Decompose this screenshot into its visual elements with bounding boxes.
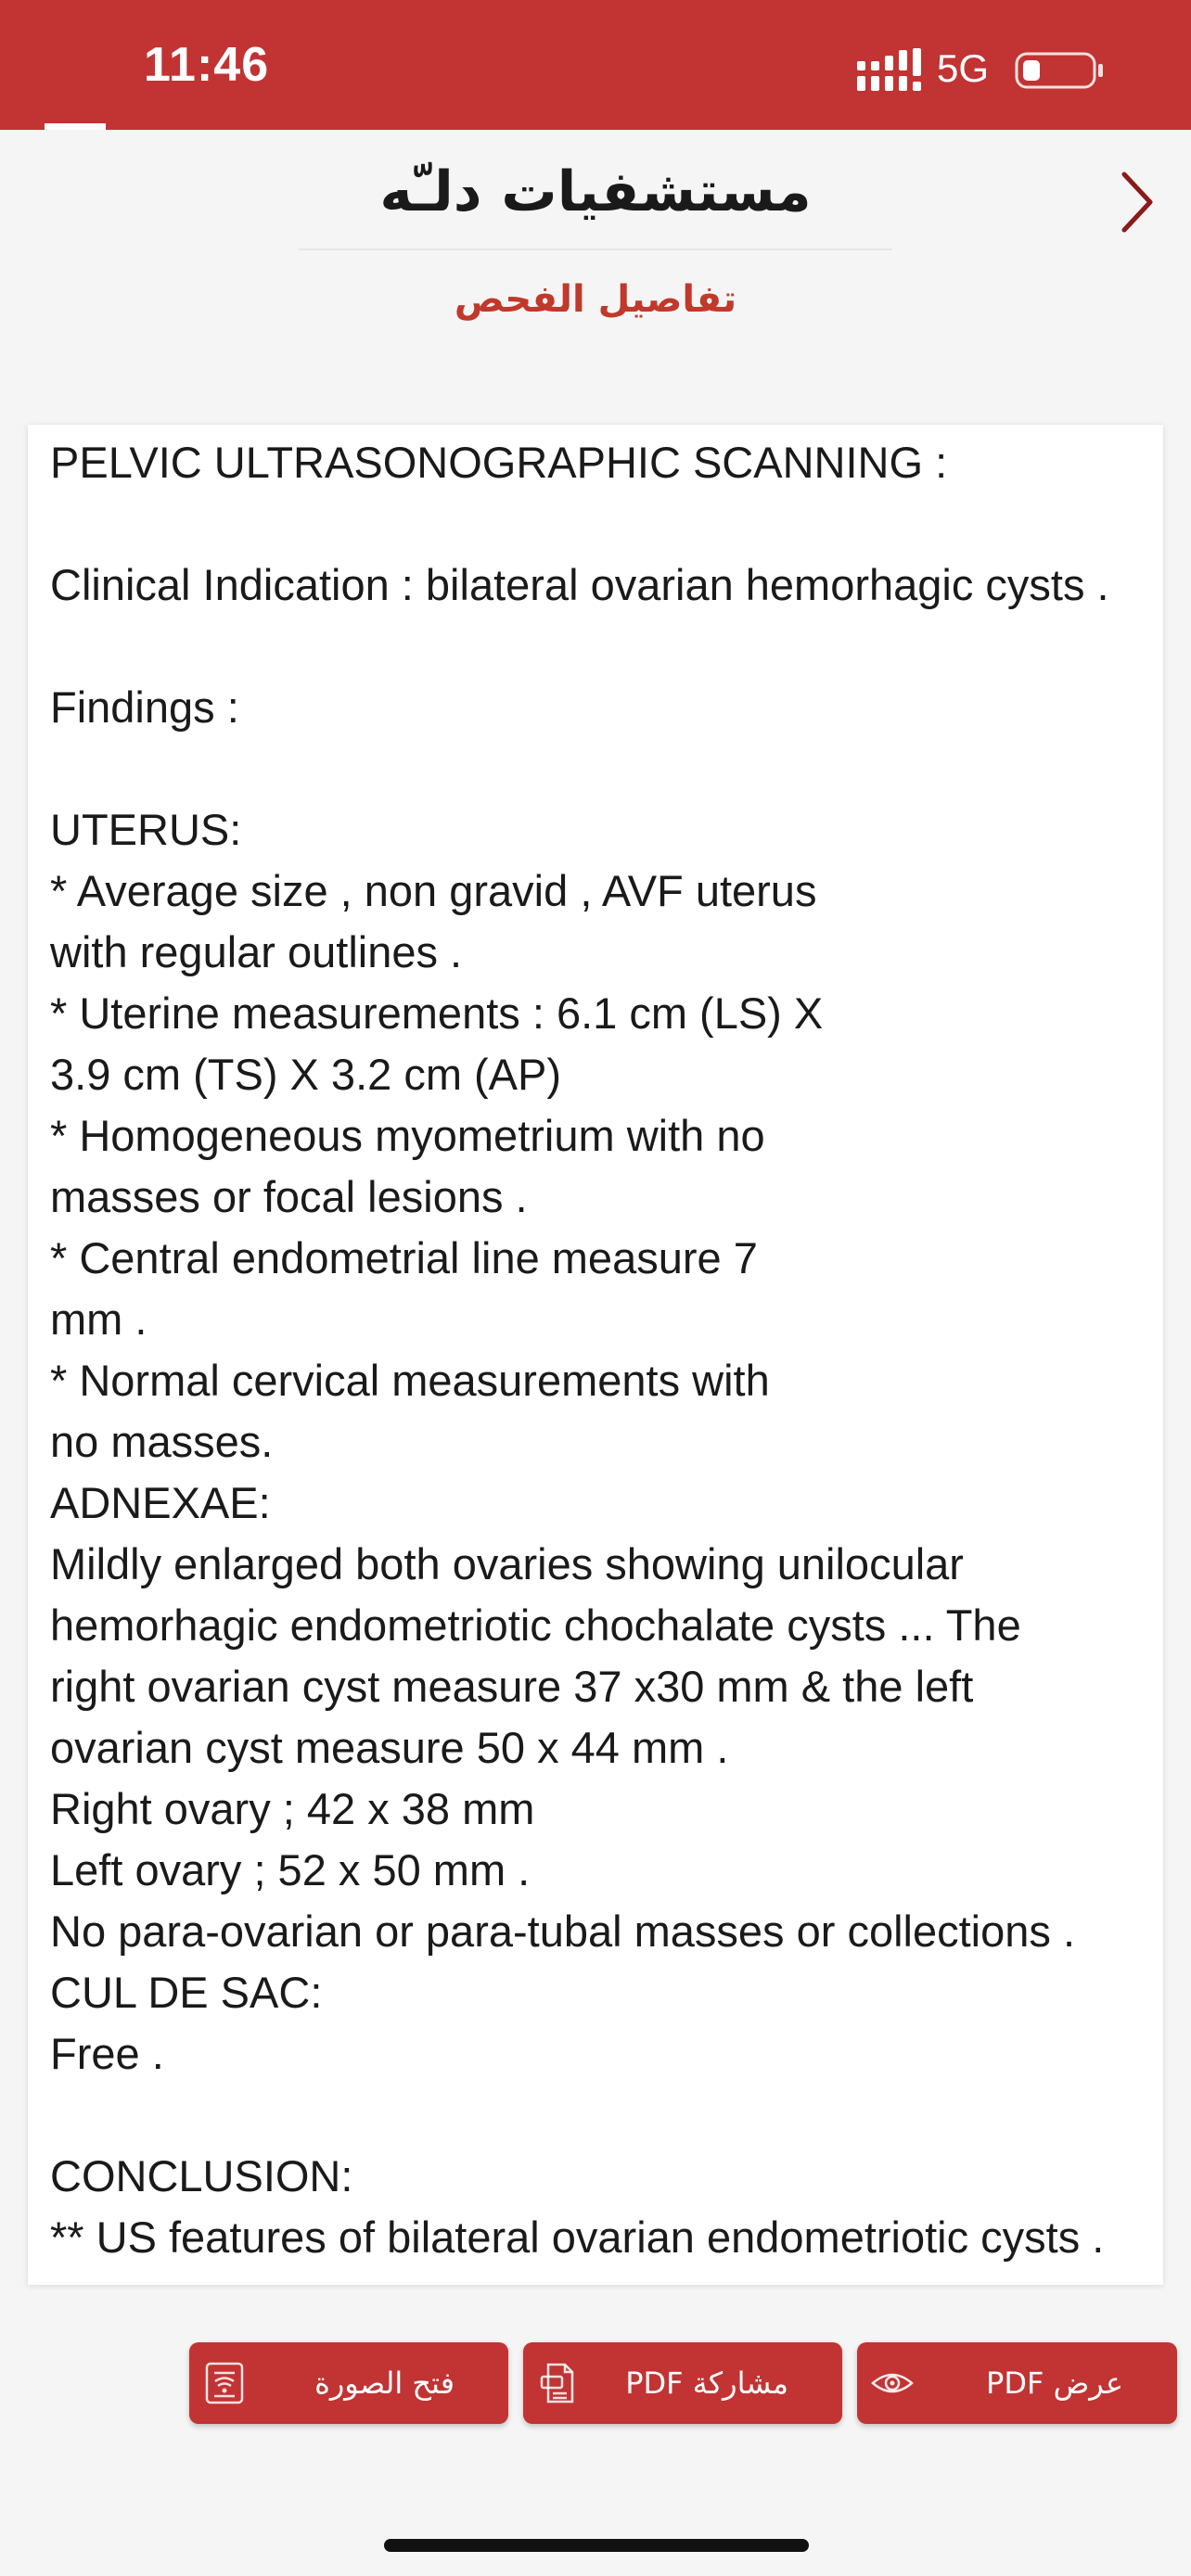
report-section-adnexae: ADNEXAE: xyxy=(50,1478,271,1527)
network-type-label: 5G xyxy=(937,46,990,90)
signal-bars-icon xyxy=(857,48,922,91)
report-title: PELVIC ULTRASONOGRAPHIC SCANNING : xyxy=(50,438,948,487)
page-subtitle: تفاصيل الفحص xyxy=(454,278,737,321)
report-line: Left ovary ; 52 x 50 mm . xyxy=(50,1845,531,1894)
status-bar-indicator xyxy=(45,123,106,130)
view-pdf-label: عرض PDF xyxy=(986,2366,1123,2401)
home-indicator[interactable] xyxy=(384,2539,809,2552)
report-section-cul-de-sac: CUL DE SAC: xyxy=(50,1968,323,2017)
open-image-button[interactable] xyxy=(189,2342,508,2424)
report-line: * Normal cervical measurements with xyxy=(50,1356,770,1405)
report-line: ovarian cyst measure 50 x 44 mm . xyxy=(50,1723,729,1772)
report-line: No para-ovarian or para-tubal masses or collections . xyxy=(50,1906,1076,1956)
report-card xyxy=(28,425,1163,2285)
report-line: * Uterine measurements : 6.1 cm (LS) X xyxy=(50,988,824,1038)
report-line: * Average size , non gravid , AVF uterus xyxy=(50,866,817,915)
open-image-label: فتح الصورة xyxy=(314,2366,455,2401)
header-divider xyxy=(299,249,892,250)
status-bar xyxy=(0,0,1191,130)
share-pdf-label: مشاركة PDF xyxy=(625,2366,788,2401)
share-pdf-button[interactable] xyxy=(523,2342,842,2424)
report-line: with regular outlines . xyxy=(50,927,463,976)
report-line: * Homogeneous myometrium with no xyxy=(50,1111,765,1160)
report-conclusion-text: ** US features of bilateral ovarian endometriotic cysts . xyxy=(50,2213,1105,2262)
report-line: hemorhagic endometriotic chochalate cysts ... The xyxy=(50,1600,1021,1650)
hospital-logo-title: مستشفيات دلـّه xyxy=(379,159,812,224)
report-findings-heading: Findings : xyxy=(50,682,239,732)
report-section-uterus: UTERUS: xyxy=(50,805,242,854)
report-line: mm . xyxy=(50,1294,147,1344)
status-time: 11:46 xyxy=(144,38,270,92)
report-line: no masses. xyxy=(50,1417,274,1466)
report-line: Mildly enlarged both ovaries showing unilocular xyxy=(50,1539,964,1588)
image-file-icon xyxy=(202,2361,247,2405)
report-line: masses or focal lesions . xyxy=(50,1172,528,1221)
pdf-document-icon xyxy=(536,2361,581,2405)
eye-icon xyxy=(870,2361,915,2405)
report-line: 3.9 cm (TS) X 3.2 cm (AP) xyxy=(50,1050,562,1099)
app-header xyxy=(0,130,1191,371)
report-line: right ovarian cyst measure 37 x30 mm & the left xyxy=(50,1662,974,1711)
report-line: * Central endometrial line measure 7 xyxy=(50,1233,758,1282)
report-indication: Clinical Indication : bilateral ovarian hemorhagic cysts . xyxy=(50,560,1109,609)
report-section-conclusion: CONCLUSION: xyxy=(50,2151,353,2200)
battery-low-icon xyxy=(1015,51,1104,90)
view-pdf-button[interactable] xyxy=(857,2342,1177,2424)
report-line: Right ovary ; 42 x 38 mm xyxy=(50,1784,535,1833)
report-line: Free . xyxy=(50,2029,164,2078)
chevron-right-icon[interactable] xyxy=(1113,165,1159,239)
